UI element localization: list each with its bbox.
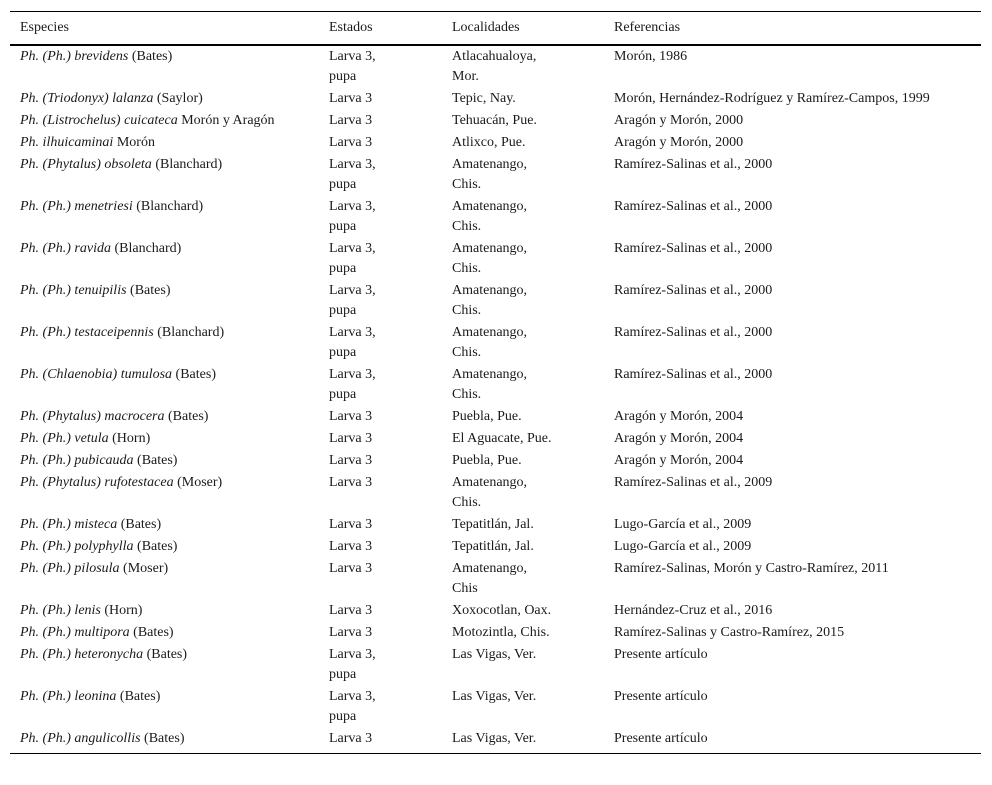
- species-author: (Bates): [143, 647, 188, 662]
- species-name: Ph. (Ph.) multipora: [20, 625, 130, 640]
- cell-referencia: Aragón y Morón, 2000: [614, 135, 744, 150]
- cell-localidad: Amatenango, Chis.: [452, 283, 528, 318]
- species-name: Ph. (Listrochelus) cuicateca: [20, 113, 178, 128]
- cell-referencia: Hernández-Cruz et al., 2016: [614, 603, 773, 618]
- cell-especie: [10, 514, 319, 536]
- species-name: Ph. (Ph.) testaceipennis: [20, 325, 154, 340]
- cell-especie: [10, 280, 319, 322]
- table-row: [10, 450, 981, 472]
- cell-especie: [10, 600, 319, 622]
- cell-localidad: Motozintla, Chis.: [452, 625, 550, 640]
- table-row: [10, 110, 981, 132]
- cell-especie: [10, 406, 319, 428]
- species-name: Ph. (Phytalus) obsoleta: [20, 157, 152, 172]
- table-body: [10, 45, 981, 754]
- species-author: (Bates): [116, 689, 161, 704]
- table-row: [10, 280, 981, 322]
- cell-especie: [10, 322, 319, 364]
- cell-estado: Larva 3, pupa: [329, 647, 376, 682]
- cell-especie: [10, 644, 319, 686]
- header-estados: Estados: [329, 20, 373, 35]
- cell-especie: [10, 238, 319, 280]
- table-row: [10, 600, 981, 622]
- species-author: (Bates): [172, 367, 216, 382]
- cell-estado: Larva 3: [329, 113, 373, 128]
- cell-localidad: Las Vigas, Ver.: [452, 647, 537, 662]
- cell-estado: Larva 3: [329, 475, 373, 490]
- cell-referencia: Aragón y Morón, 2004: [614, 453, 744, 468]
- cell-especie: [10, 110, 319, 132]
- table-row: [10, 322, 981, 364]
- species-table: [10, 11, 981, 754]
- cell-especie: [10, 132, 319, 154]
- species-author: (Blanchard): [153, 325, 225, 340]
- table-row: [10, 406, 981, 428]
- table-row: [10, 196, 981, 238]
- species-author: (Horn): [108, 431, 151, 446]
- species-name: Ph. (Ph.) angulicollis: [20, 731, 141, 746]
- species-author: (Moser): [173, 475, 223, 490]
- species-author: (Bates): [128, 49, 173, 64]
- cell-localidad: Amatenango, Chis: [452, 561, 528, 596]
- species-author: (Bates): [117, 517, 162, 532]
- cell-estado: Larva 3: [329, 517, 373, 532]
- table-row: [10, 428, 981, 450]
- header-especies: Especies: [20, 20, 69, 35]
- species-author: (Bates): [164, 409, 209, 424]
- cell-estado: Larva 3, pupa: [329, 283, 376, 318]
- species-table-container: [10, 11, 981, 754]
- species-name: Ph. (Triodonyx) lalanza: [20, 91, 154, 106]
- species-author: (Bates): [126, 283, 171, 298]
- cell-referencia: Presente artículo: [614, 647, 708, 662]
- species-name: Ph. (Ph.) pilosula: [20, 561, 120, 576]
- table-header: [10, 12, 981, 46]
- species-name: Ph. (Ph.) polyphylla: [20, 539, 134, 554]
- cell-localidad: Puebla, Pue.: [452, 453, 522, 468]
- cell-estado: Larva 3: [329, 625, 373, 640]
- cell-localidad: Tepic, Nay.: [452, 91, 516, 106]
- cell-localidad: Amatenango, Chis.: [452, 325, 528, 360]
- table-row: [10, 558, 981, 600]
- cell-especie: [10, 622, 319, 644]
- table-row: [10, 536, 981, 558]
- cell-referencia: Ramírez-Salinas et al., 2000: [614, 157, 773, 172]
- species-name: Ph. (Ph.) misteca: [20, 517, 118, 532]
- cell-especie: [10, 728, 319, 754]
- cell-localidad: Amatenango, Chis.: [452, 475, 528, 510]
- species-name: Ph. (Ph.) tenuipilis: [20, 283, 127, 298]
- cell-referencia: Ramírez-Salinas et al., 2000: [614, 367, 773, 382]
- header-referencias: Referencias: [614, 20, 681, 35]
- species-author: Morón y Aragón: [177, 113, 275, 128]
- cell-especie: [10, 364, 319, 406]
- cell-estado: Larva 3: [329, 431, 373, 446]
- species-name: Ph. (Chlaenobia) tumulosa: [20, 367, 173, 382]
- cell-referencia: Lugo-García et al., 2009: [614, 517, 752, 532]
- cell-especie: [10, 686, 319, 728]
- table-row: [10, 644, 981, 686]
- cell-localidad: El Aguacate, Pue.: [452, 431, 552, 446]
- cell-referencia: Presente artículo: [614, 731, 708, 746]
- species-name: Ph. ilhuicaminai: [20, 135, 114, 150]
- cell-estado: Larva 3, pupa: [329, 199, 376, 234]
- species-name: Ph. (Ph.) brevidens: [20, 49, 129, 64]
- cell-referencia: Morón, Hernández-Rodríguez y Ramírez-Campos, 1999: [614, 91, 930, 106]
- species-name: Ph. (Ph.) vetula: [20, 431, 109, 446]
- cell-localidad: Atlixco, Pue.: [452, 135, 526, 150]
- cell-referencia: Morón, 1986: [614, 49, 688, 64]
- cell-referencia: Ramírez-Salinas, Morón y Castro-Ramírez, 2011: [614, 561, 889, 576]
- cell-estado: Larva 3: [329, 135, 373, 150]
- cell-especie: [10, 88, 319, 110]
- cell-localidad: Tehuacán, Pue.: [452, 113, 537, 128]
- cell-estado: Larva 3, pupa: [329, 157, 376, 192]
- species-author: (Blanchard): [151, 157, 223, 172]
- cell-localidad: Las Vigas, Ver.: [452, 731, 537, 746]
- species-name: Ph. (Ph.) leonina: [20, 689, 117, 704]
- cell-especie: [10, 472, 319, 514]
- species-author: (Bates): [133, 539, 178, 554]
- species-name: Ph. (Phytalus) macrocera: [20, 409, 165, 424]
- cell-localidad: Amatenango, Chis.: [452, 157, 528, 192]
- cell-localidad: Amatenango, Chis.: [452, 241, 528, 276]
- table-row: [10, 472, 981, 514]
- cell-estado: Larva 3: [329, 561, 373, 576]
- cell-estado: Larva 3: [329, 603, 373, 618]
- cell-localidad: Amatenango, Chis.: [452, 199, 528, 234]
- cell-especie: [10, 428, 319, 450]
- species-author: (Blanchard): [132, 199, 204, 214]
- table-row: [10, 514, 981, 536]
- cell-especie: [10, 45, 319, 88]
- cell-localidad: Atlacahualoya, Mor.: [452, 49, 537, 84]
- cell-estado: Larva 3, pupa: [329, 367, 376, 402]
- species-author: (Saylor): [153, 91, 203, 106]
- cell-localidad: Tepatitlán, Jal.: [452, 517, 534, 532]
- table-row: [10, 132, 981, 154]
- cell-estado: Larva 3, pupa: [329, 689, 376, 724]
- cell-especie: [10, 558, 319, 600]
- table-row: [10, 622, 981, 644]
- table-row: [10, 45, 981, 88]
- cell-referencia: Ramírez-Salinas et al., 2000: [614, 241, 773, 256]
- cell-estado: Larva 3: [329, 91, 373, 106]
- cell-referencia: Aragón y Morón, 2004: [614, 431, 744, 446]
- cell-localidad: Puebla, Pue.: [452, 409, 522, 424]
- cell-estado: Larva 3, pupa: [329, 49, 376, 84]
- cell-estado: Larva 3: [329, 539, 373, 554]
- cell-especie: [10, 196, 319, 238]
- cell-referencia: Ramírez-Salinas et al., 2000: [614, 199, 773, 214]
- cell-estado: Larva 3: [329, 409, 373, 424]
- species-author: (Bates): [129, 625, 174, 640]
- cell-referencia: Ramírez-Salinas et al., 2009: [614, 475, 773, 490]
- cell-referencia: Ramírez-Salinas et al., 2000: [614, 283, 773, 298]
- table-row: [10, 88, 981, 110]
- cell-estado: Larva 3: [329, 453, 373, 468]
- cell-referencia: Ramírez-Salinas et al., 2000: [614, 325, 773, 340]
- species-author: Morón: [113, 135, 155, 150]
- cell-referencia: Ramírez-Salinas y Castro-Ramírez, 2015: [614, 625, 845, 640]
- cell-referencia: Aragón y Morón, 2004: [614, 409, 744, 424]
- cell-localidad: Xoxocotlan, Oax.: [452, 603, 552, 618]
- table-row: [10, 364, 981, 406]
- table-row: [10, 238, 981, 280]
- species-author: (Moser): [119, 561, 169, 576]
- cell-estado: Larva 3: [329, 731, 373, 746]
- table-row: [10, 686, 981, 728]
- table-row: [10, 728, 981, 754]
- cell-especie: [10, 536, 319, 558]
- cell-localidad: Tepatitlán, Jal.: [452, 539, 534, 554]
- species-name: Ph. (Ph.) lenis: [20, 603, 101, 618]
- cell-localidad: Las Vigas, Ver.: [452, 689, 537, 704]
- cell-estado: Larva 3, pupa: [329, 241, 376, 276]
- species-name: Ph. (Ph.) heteronycha: [20, 647, 144, 662]
- table-row: [10, 154, 981, 196]
- species-name: Ph. (Ph.) menetriesi: [20, 199, 133, 214]
- cell-referencia: Presente artículo: [614, 689, 708, 704]
- species-name: Ph. (Ph.) ravida: [20, 241, 111, 256]
- cell-especie: [10, 450, 319, 472]
- cell-referencia: Aragón y Morón, 2000: [614, 113, 744, 128]
- species-author: (Blanchard): [110, 241, 182, 256]
- header-localidades: Localidades: [452, 20, 520, 35]
- cell-estado: Larva 3, pupa: [329, 325, 376, 360]
- cell-especie: [10, 154, 319, 196]
- species-author: (Horn): [100, 603, 143, 618]
- species-name: Ph. (Phytalus) rufotestacea: [20, 475, 174, 490]
- species-author: (Bates): [140, 731, 185, 746]
- cell-localidad: Amatenango, Chis.: [452, 367, 528, 402]
- header-row: [10, 12, 981, 46]
- species-name: Ph. (Ph.) pubicauda: [20, 453, 134, 468]
- species-author: (Bates): [133, 453, 178, 468]
- cell-referencia: Lugo-García et al., 2009: [614, 539, 752, 554]
